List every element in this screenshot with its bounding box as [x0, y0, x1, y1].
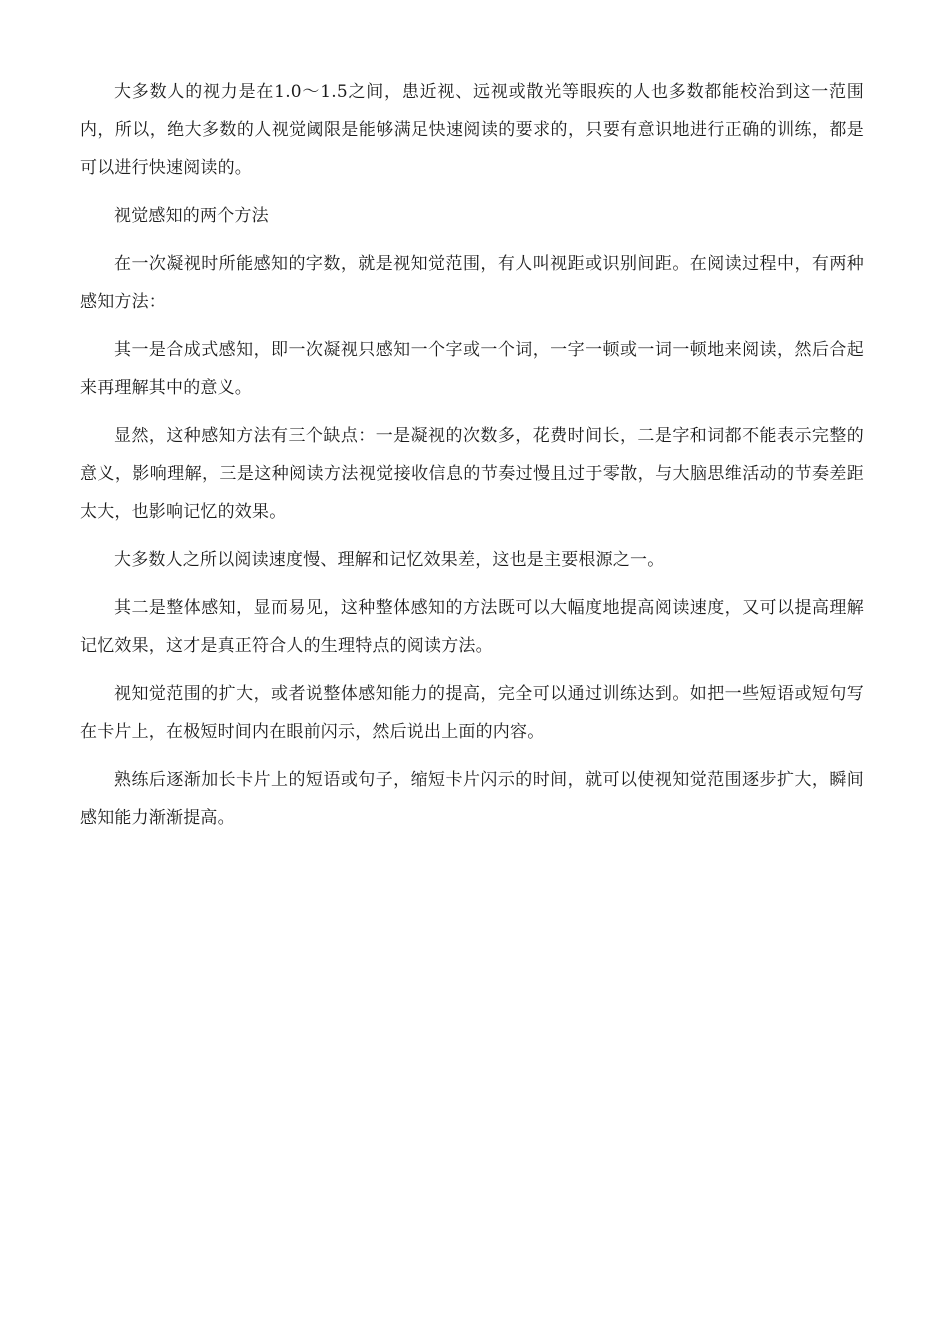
- paragraph-visual-acuity: 大多数人的视力是在1.0～1.5之间，患近视、远视或散光等眼疾的人也多数都能校治到这一范围内，所以，绝大多数的人视觉阈限是能够满足快速阅读的要求的，只要有意识地进行正确的训练，都是可以进行快速阅读的。: [80, 82, 864, 178]
- paragraph-training: 视知觉范围的扩大，或者说整体感知能力的提高，完全可以通过训练达到。如把一些短语或短句写在卡片上，在极短时间内在眼前闪示，然后说出上面的内容。: [80, 684, 864, 742]
- section-heading-two-methods: 视觉感知的两个方法: [114, 206, 269, 226]
- paragraph-method-two: 其二是整体感知，显而易见，这种整体感知的方法既可以大幅度地提高阅读速度，又可以提高理解记忆效果，这才是真正符合人的生理特点的阅读方法。: [80, 598, 864, 656]
- paragraph-practice: 熟练后逐渐加长卡片上的短语或句子，缩短卡片闪示的时间，就可以使视知觉范围逐步扩大，瞬间感知能力渐渐提高。: [80, 770, 864, 828]
- document-body: [80, 73, 864, 847]
- paragraph-method-one-drawbacks: 显然，这种感知方法有三个缺点：一是凝视的次数多，花费时间长，二是字和词都不能表示完整的意义，影响理解，三是这种阅读方法视觉接收信息的节奏过慢且过于零散，与大脑思维活动的节奏差距太大，也影响记忆的效果。: [80, 426, 864, 522]
- paragraph-main-cause: 大多数人之所以阅读速度慢、理解和记忆效果差，这也是主要根源之一。: [114, 550, 665, 570]
- paragraph-perception-span: 在一次凝视时所能感知的字数，就是视知觉范围，有人叫视距或识别间距。在阅读过程中，有两种感知方法：: [80, 254, 864, 312]
- paragraph-method-one: 其一是合成式感知，即一次凝视只感知一个字或一个词，一字一顿或一词一顿地来阅读，然后合起来再理解其中的意义。: [80, 340, 864, 398]
